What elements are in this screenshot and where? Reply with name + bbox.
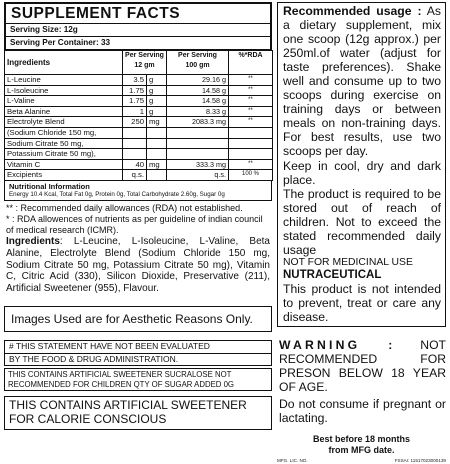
best-before: Best before 18 months from MFG date. <box>312 434 411 456</box>
rda-value: ** <box>229 106 273 117</box>
nutritional-info-title: Nutritional Information <box>9 181 90 191</box>
calorie-notice: THIS CONTAINS ARTIFICIAL SWEETENER FOR CALORIE CONSCIOUS <box>4 396 272 430</box>
rda-value: ** <box>229 159 273 170</box>
ingredient-name: L-Isoleucine <box>5 85 123 96</box>
rda-value <box>229 127 273 138</box>
pregnant-text: Do not consume if pregnant or lactating. <box>279 397 446 426</box>
rda-value: ** <box>229 85 273 96</box>
serving-size: Serving Size: 12g <box>4 23 272 37</box>
per-100-value: 2083.3 mg <box>167 117 229 128</box>
rda-value: 100 % <box>229 170 273 181</box>
amount-unit: g <box>147 85 167 96</box>
rda-notes <box>4 201 272 236</box>
servings-per-container: Serving Per Container: 33 <box>4 37 272 50</box>
per-100-value: 29.16 g <box>167 75 229 86</box>
amount-value <box>123 127 147 138</box>
icmr-note: * : RDA allowences of nutrients as per guideline of indian council of medical research (ICMR). <box>6 214 263 236</box>
usage-box <box>277 2 446 327</box>
amount-unit: g <box>147 106 167 117</box>
table-row <box>5 159 273 170</box>
amount-unit: mg <box>147 117 167 128</box>
per-100-value <box>167 138 229 149</box>
header-per-100: Per Serving 100 gm <box>167 51 229 75</box>
storage-text: Keep in cool, dry and dark place. <box>283 158 441 187</box>
ingredients-text: : L-Leucine, L-Isoleucine, L-Valine, Beta Alanine, Electrolyte Blend (Sodium Chloride 150 mg, Sodium Citrate 50 mg, Potassium Citrate 50 mg), Vitamin C, Citric Acid (330), Silicon Dioxide, Preservative (211), Artificial Sweetener (955), Flavour. <box>6 236 270 294</box>
sweetener-notice: THIS CONTAINS ARTIFICIAL SWEETENER SUCRALOSE NOT RECOMMENDED FOR CHILDREN QTY OF SUGAR ADDED 0G <box>4 368 272 391</box>
children-text: The product is required to be stored out of reach of children. Not to exceed the stated recommended daily usage <box>283 186 441 257</box>
disclaimer-text: This product is not intended to prevent, treat or care any disease. <box>283 281 441 324</box>
usage-text: Recommended usage : As a dietary supplement, mix one scoop (12g approx.) per 250ml.of water (adjust for taste preferences). Shake well and consume up to two scoops during exercise on training days or between meals on non-training days. For best results, use two scoops per day. <box>283 4 442 159</box>
amount-value <box>123 138 147 149</box>
not-medicinal-text: NOT FOR MEDICINAL USE <box>283 256 413 268</box>
table-row <box>5 85 273 96</box>
per-100-value: 14.58 g <box>167 85 229 96</box>
amount-value <box>123 149 147 160</box>
header-ingredients: Ingredients <box>5 51 123 75</box>
table-row <box>5 170 273 181</box>
rda-value <box>229 138 273 149</box>
amount-unit <box>147 127 167 138</box>
warning-text: NOT RECOMMENDED FOR PRESON BELOW 18 YEAR OF AGE. <box>279 337 446 395</box>
amount-unit <box>147 138 167 149</box>
amount-value: 1 <box>123 106 147 117</box>
amount-value: 1.75 <box>123 96 147 107</box>
ingredient-name: Potassium Citrate 50 mg), <box>5 149 123 160</box>
per-100-value <box>167 149 229 160</box>
per-100-value: 8.33 g <box>167 106 229 117</box>
right-column <box>277 2 446 464</box>
table-row <box>5 117 273 128</box>
nutraceutical-label: NUTRACEUTICAL <box>283 268 382 281</box>
per-100-value: 14.58 g <box>167 96 229 107</box>
rda-value: ** <box>229 117 273 128</box>
license-info <box>277 458 446 464</box>
amount-unit: mg <box>147 159 167 170</box>
nutritional-info-text: Energy 10.4 Kcal, Total Fat 0g, Protein 0g, Total Carbohydrate 2.60g, Sugar 0g <box>9 190 225 198</box>
per-100-value <box>167 127 229 138</box>
ingredient-name: Sodium Citrate 50 mg, <box>5 138 123 149</box>
amount-value: q.s. <box>123 170 147 181</box>
table-row <box>5 149 273 160</box>
amount-unit <box>147 149 167 160</box>
amount-value: 1.75 <box>123 85 147 96</box>
table-row <box>5 106 273 117</box>
mfg-license: MFG. LIC. NO. <box>277 458 308 464</box>
amount-unit: g <box>147 75 167 86</box>
fssai-number: FSSAI: 11517023000139 <box>394 458 446 464</box>
nutrition-table <box>4 50 273 181</box>
table-row <box>5 75 273 86</box>
amount-value: 40 <box>123 159 147 170</box>
ingredient-name: L-Leucine <box>5 75 123 86</box>
ingredients-list <box>4 236 272 294</box>
per-100-value: 333.3 mg <box>167 159 229 170</box>
amount-value: 3.5 <box>123 75 147 86</box>
ingredient-name: L-Valine <box>5 96 123 107</box>
fda-notice-line-1: # THIS STATEMENT HAVE NOT BEEN EVALUATED <box>4 340 272 353</box>
amount-unit: g <box>147 96 167 107</box>
rda-value: ** <box>229 75 273 86</box>
left-column <box>4 2 272 430</box>
amount-unit <box>147 170 167 181</box>
rda-value <box>229 149 273 160</box>
table-row <box>5 138 273 149</box>
ingredient-name: Excipients <box>5 170 123 181</box>
header-rda: %*RDA <box>229 51 273 75</box>
ingredient-name: Electrolyte Blend <box>5 117 123 128</box>
ingredient-name: (Sodium Chloride 150 mg, <box>5 127 123 138</box>
per-100-value: q.s. <box>167 170 229 181</box>
table-row <box>5 127 273 138</box>
fda-notice-line-2: BY THE FOOD & DRUG ADMINISTRATION. <box>4 354 272 366</box>
usage-label: Recommended usage : <box>283 4 422 18</box>
header-per-serving: Per Serving 12 gm <box>123 51 167 75</box>
warning-label: WARNING : <box>279 337 396 352</box>
rda-note: ** : Recommended daily allowances (RDA) not established. <box>6 203 243 214</box>
aesthetic-notice: Images Used are for Aesthetic Reasons Only. <box>4 306 272 332</box>
warning-section <box>277 338 446 425</box>
supplement-facts-title: SUPPLEMENT FACTS <box>4 2 272 23</box>
ingredient-name: Beta Alanine <box>5 106 123 117</box>
amount-value: 250 <box>123 117 147 128</box>
table-row <box>5 96 273 107</box>
nutritional-information <box>4 181 272 202</box>
ingredient-name: Vitamin C <box>5 159 123 170</box>
ingredients-label: Ingredients <box>6 236 60 248</box>
rda-value: ** <box>229 96 273 107</box>
